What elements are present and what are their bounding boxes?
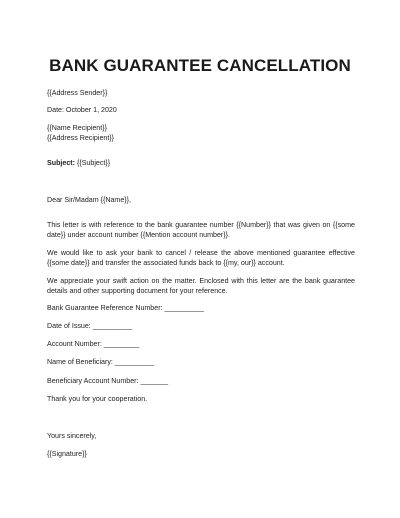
paragraph-appreciation: We appreciate your swift action on the matter. Enclosed with this letter are the bank guarantee details and other supporting document for your reference. [47, 277, 355, 296]
address-sender: {{Address Sender}} [47, 89, 108, 97]
salutation: Dear Sir/Madam {{Name}}, [47, 196, 131, 204]
name-recipient: {{Name Recipient}} [47, 124, 107, 132]
thanks-line: Thank you for your cooperation. [47, 395, 148, 403]
subject-line [47, 158, 355, 168]
document-title: BANK GUARANTEE CANCELLATION [49, 56, 351, 75]
field-beneficiary-account: Beneficiary Account Number: _______ [47, 377, 169, 385]
paragraph-reference: This letter is with reference to the bank guarantee number {{Number}} that was given on {{some date}} under account number {{Mention account number}}. [47, 221, 355, 240]
address-recipient: {{Address Recipient}} [47, 134, 115, 143]
letter-date: Date: October 1, 2020 [47, 106, 117, 114]
paragraph-request: We would like to ask your bank to cancel / release the above mentioned guarantee effective {{some date}} and transfer the associated funds back to {{my, our}} account. [47, 249, 355, 268]
signature-placeholder: {{Signature}} [47, 450, 87, 458]
recipient-block [47, 123, 355, 144]
field-account-number: Account Number: _________ [47, 340, 140, 348]
field-date-of-issue: Date of Issue: __________ [47, 322, 133, 330]
subject-value: {{Subject}} [74, 159, 111, 167]
closing-line: Yours sincerely, [47, 432, 97, 440]
field-beneficiary-name: Name of Beneficiary: __________ [47, 358, 155, 366]
field-reference-number: Bank Guarantee Reference Number: __________ [47, 304, 204, 312]
subject-label: Subject: [47, 159, 75, 167]
